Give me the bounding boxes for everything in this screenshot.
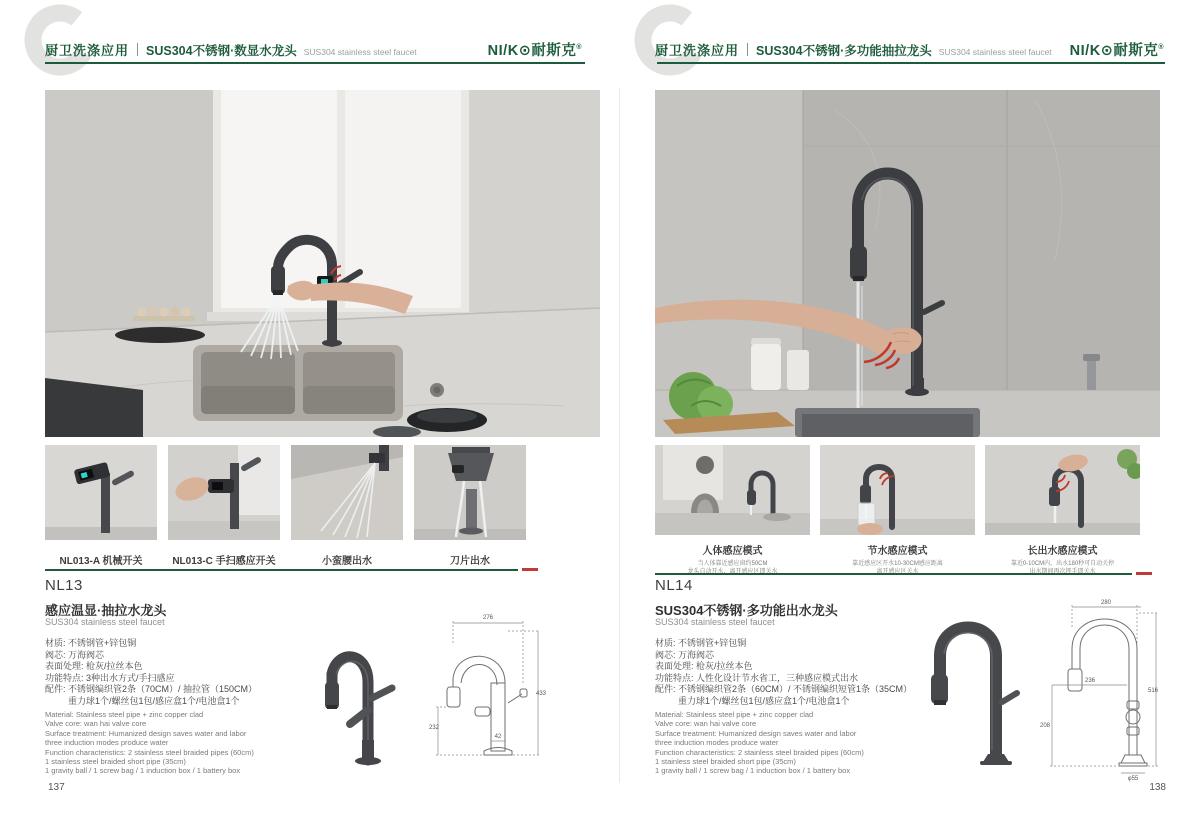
spec-line: 功能特点: 3种出水方式/手扫感应 [45, 672, 175, 683]
thumbnail-body-sensor-mode [655, 445, 810, 576]
thumbnail-image [655, 445, 810, 535]
spec-line: 配件: 不锈钢编织管2条（70CM）/ 抽拉管（150CM） [45, 684, 258, 694]
product-photo [322, 612, 404, 767]
sprayer-head [931, 674, 948, 704]
header-category: 厨卫洗涤应用 [655, 43, 740, 58]
divider-red [1136, 572, 1152, 575]
specs-chinese [45, 638, 257, 707]
spec-line: 1 gravity ball / 1 screw bag / 1 induction box / 1 battery box [45, 766, 241, 776]
thumbnail-image [820, 445, 975, 535]
divider-green [655, 573, 1132, 575]
brand-logo [488, 39, 582, 60]
spec-line: Material: Stainless steel pipe + zinc copper clad [45, 710, 204, 719]
spec-line: 材质: 不锈钢管+锌包铜 [45, 638, 137, 648]
product-code: NL14 [655, 577, 693, 594]
dim-height: 516 [1148, 688, 1159, 694]
thumbnail-caption: 节水感应模式 [867, 546, 928, 557]
specs-english [655, 710, 864, 776]
spec-line: 1 stainless steel braided short pipe (35cm) [45, 757, 186, 767]
thumbnail-image [45, 445, 157, 540]
spec-line: 配件: 不锈钢编织管2条（60CM）/ 不锈钢编织短管1条（35CM） [655, 684, 913, 694]
thumbnail-hand-sensor-switch [168, 445, 280, 567]
product-name-en: SUS304 stainless steel faucet [45, 617, 165, 627]
spec-line: 重力球1个/螺丝包1包/感应盒1个/电池盒1个 [68, 695, 240, 706]
slate-plate [115, 327, 205, 343]
spec-line: 1 gravity ball / 1 screw bag / 1 induction box / 1 battery box [655, 766, 851, 776]
sprayer-head [325, 682, 339, 709]
brand-logo-text: NI/K⊙耐斯克 [487, 43, 577, 59]
dim-base: 42 [494, 734, 502, 740]
thumbnail-long-flow-mode [985, 445, 1140, 576]
brand-logo-text: NI/K⊙耐斯克 [1069, 43, 1159, 59]
header-divider [137, 43, 138, 56]
spec-line: Valve core: wan hai valve core [655, 719, 757, 729]
dim-mid: 236 [1084, 678, 1096, 684]
section-divider [655, 572, 1152, 575]
spec-line: Surface treatment: Humanized design saves water and labor [45, 728, 247, 738]
dim-spout: 208 [1040, 723, 1051, 729]
dim-base: φ55 [1127, 776, 1139, 782]
thumbnail-row [655, 445, 1140, 576]
product-name-cn: 感应温显·抽拉水龙头 [45, 603, 167, 618]
header-title-cn: SUS304不锈钢·多功能抽拉龙头 [756, 44, 932, 58]
page-header [655, 40, 1052, 59]
spec-line: 阀芯: 万海阀芯 [45, 649, 105, 660]
soap-dispenser [1087, 360, 1096, 390]
spec-line: three induction modes produce water [45, 738, 169, 748]
brand-logo-mark: ® [576, 44, 582, 52]
thumbnail-mechanical-switch [45, 445, 157, 567]
technical-drawing [1038, 597, 1163, 782]
thumbnail-caption: NL013-C 手扫感应开关 [172, 556, 276, 567]
spec-line: Material: Stainless steel pipe + zinc copper clad [655, 710, 814, 719]
dim-spout: 232 [429, 725, 440, 731]
handle [1002, 693, 1017, 702]
product-photo [922, 604, 1027, 766]
hero-illustration [655, 90, 1160, 437]
spec-line: three induction modes produce water [655, 738, 779, 748]
header-title-en: SUS304 stainless steel faucet [938, 47, 1052, 57]
handle-side [372, 688, 392, 698]
thumbnail-image [985, 445, 1140, 535]
divider-red [522, 568, 538, 571]
sprayer-head [850, 246, 867, 280]
spec-line: 材质: 不锈钢管+锌包铜 [655, 638, 747, 648]
thumbnail-image [168, 445, 280, 540]
section-divider [45, 568, 538, 571]
hero-photo-kitchen-sink [45, 90, 600, 437]
spec-line: Valve core: wan hai valve core [45, 719, 147, 729]
spec-line: 功能特点: 人性化设计节水省工，三种感应模式出水 [655, 672, 859, 683]
thumbnail-water-saving-mode [820, 445, 975, 576]
dim-height: 433 [536, 691, 547, 697]
hero-illustration [45, 90, 600, 437]
spec-line: Surface treatment: Humanized design saves water and labor [655, 728, 857, 738]
header-divider [747, 43, 748, 56]
glass [858, 503, 875, 525]
thumbnail-subcaption: 靠近0-10CM内，出水180秒可自动关停 [1010, 561, 1115, 567]
page-right [610, 0, 1200, 820]
brand-logo-mark: ® [1158, 44, 1164, 52]
header-category: 厨卫洗涤应用 [45, 43, 130, 58]
egg-tray [133, 316, 195, 321]
sprayer-head [271, 266, 285, 294]
product-name-cn: SUS304不锈钢·多功能出水龙头 [655, 603, 838, 618]
spec-line: Function characteristics: 2 stainless steel braided pipes (60cm) [45, 747, 254, 757]
canister [751, 344, 781, 390]
thumbnail-subcaption: 当人体靠近感应窗约50CM [697, 561, 768, 567]
spec-line: 1 stainless steel braided short pipe (35cm) [655, 757, 796, 767]
thumbnail-subcaption: 靠近感应区开水10-30CM感应距离 [852, 561, 943, 567]
header-title-en: SUS304 stainless steel faucet [303, 47, 417, 57]
thumbnail-row [45, 445, 526, 567]
dim-top: 280 [1100, 600, 1112, 606]
hero-photo-touch-faucet [655, 90, 1160, 437]
page-number: 137 [48, 782, 65, 793]
header-rule [45, 62, 585, 64]
specs-english [45, 710, 254, 776]
thumbnail-caption: 长出水感应模式 [1027, 546, 1098, 557]
specs-chinese [655, 638, 912, 707]
thumbnail-caption: 人体感应模式 [702, 546, 763, 557]
thumbnail-blade-outflow [414, 445, 526, 567]
thumbnail-caption: 刀片出水 [450, 556, 490, 567]
header-title-cn: SUS304不锈钢·数显水龙头 [146, 44, 297, 58]
product-code: NL13 [45, 577, 83, 594]
technical-drawing [428, 603, 548, 768]
spec-line: 重力球1个/螺丝包1包/感应盒1个/电池盒1个 [678, 695, 850, 706]
person-head [696, 456, 714, 474]
page-number: 138 [1149, 782, 1166, 793]
product-name-en: SUS304 stainless steel faucet [655, 617, 775, 627]
spec-line: 表面处理: 枪灰/拉丝本色 [655, 661, 753, 671]
canister-small [787, 350, 809, 390]
brand-logo [1070, 39, 1164, 60]
thumbnail-slim-waist-outflow [291, 445, 403, 567]
spec-line: 阀芯: 万海阀芯 [655, 649, 715, 660]
divider-green [45, 569, 518, 571]
header-rule [657, 62, 1165, 64]
spec-line: 表面处理: 枪灰/拉丝本色 [45, 661, 143, 671]
spec-line: Function characteristics: 2 stainless steel braided pipes (60cm) [655, 747, 864, 757]
thumbnail-image [414, 445, 526, 540]
hand [857, 523, 883, 535]
thumbnail-caption: 小蛮腰出水 [322, 556, 372, 567]
page-seam [619, 88, 620, 783]
thumbnail-image [291, 445, 403, 540]
page-header [45, 40, 417, 59]
thumbnail-caption: NL013-A 机械开关 [59, 556, 143, 567]
dim-top: 276 [482, 615, 494, 621]
